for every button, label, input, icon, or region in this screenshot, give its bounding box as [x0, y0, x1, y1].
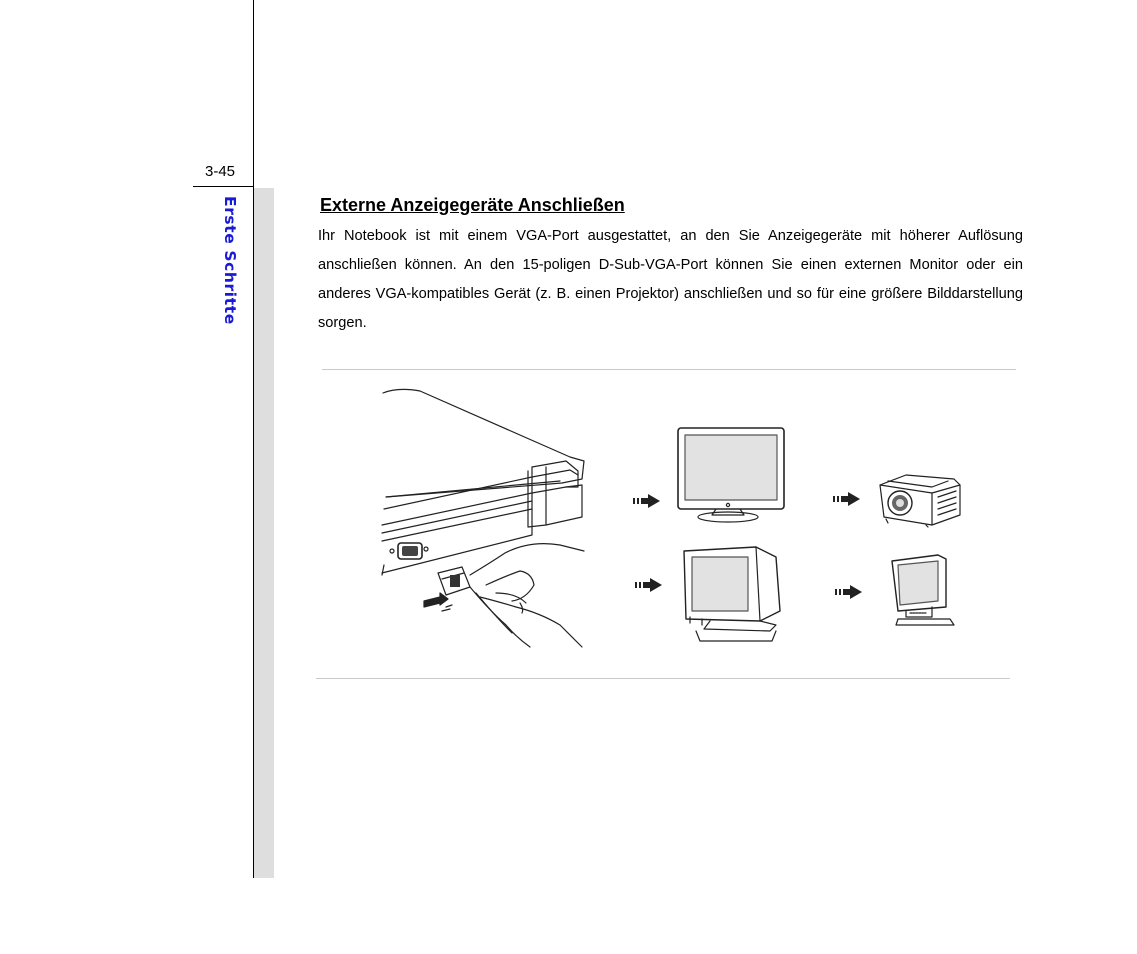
arrow-icon	[633, 494, 660, 508]
page-number-rule	[193, 186, 254, 187]
notebook-icon	[382, 389, 584, 575]
lcd-tv-icon	[678, 428, 784, 522]
arrow-icon	[835, 585, 862, 599]
body-paragraph: Ihr Notebook ist mit einem VGA-Port ausgestattet, an den Sie Anzeigegeräte mit höherer Auflösung anschließen können. An den 15-poligen D-Sub-VGA-Port können Sie einen externen Monitor oder ein anderes VGA-kompatibles Gerät (z. B. einen Projektor) anschließen und so für eine größere Bilddarstellung sorgen.	[318, 228, 1023, 331]
figure-bottom-rule	[316, 678, 1010, 679]
crt-monitor-icon	[684, 547, 780, 641]
side-tab-bar	[254, 188, 274, 878]
vga-cable-hand-icon	[424, 544, 584, 647]
arrow-icon	[833, 492, 860, 506]
page-number: 3-45	[205, 163, 236, 180]
vga-connection-illustration	[320, 375, 1020, 670]
arrow-icon	[635, 578, 662, 592]
section-heading: Externe Anzeigegeräte Anschließen	[320, 195, 625, 215]
lcd-monitor-icon	[892, 555, 954, 625]
section-side-title: Erste Schritte	[221, 196, 239, 325]
figure-top-rule	[322, 369, 1016, 370]
projector-icon	[880, 475, 960, 527]
